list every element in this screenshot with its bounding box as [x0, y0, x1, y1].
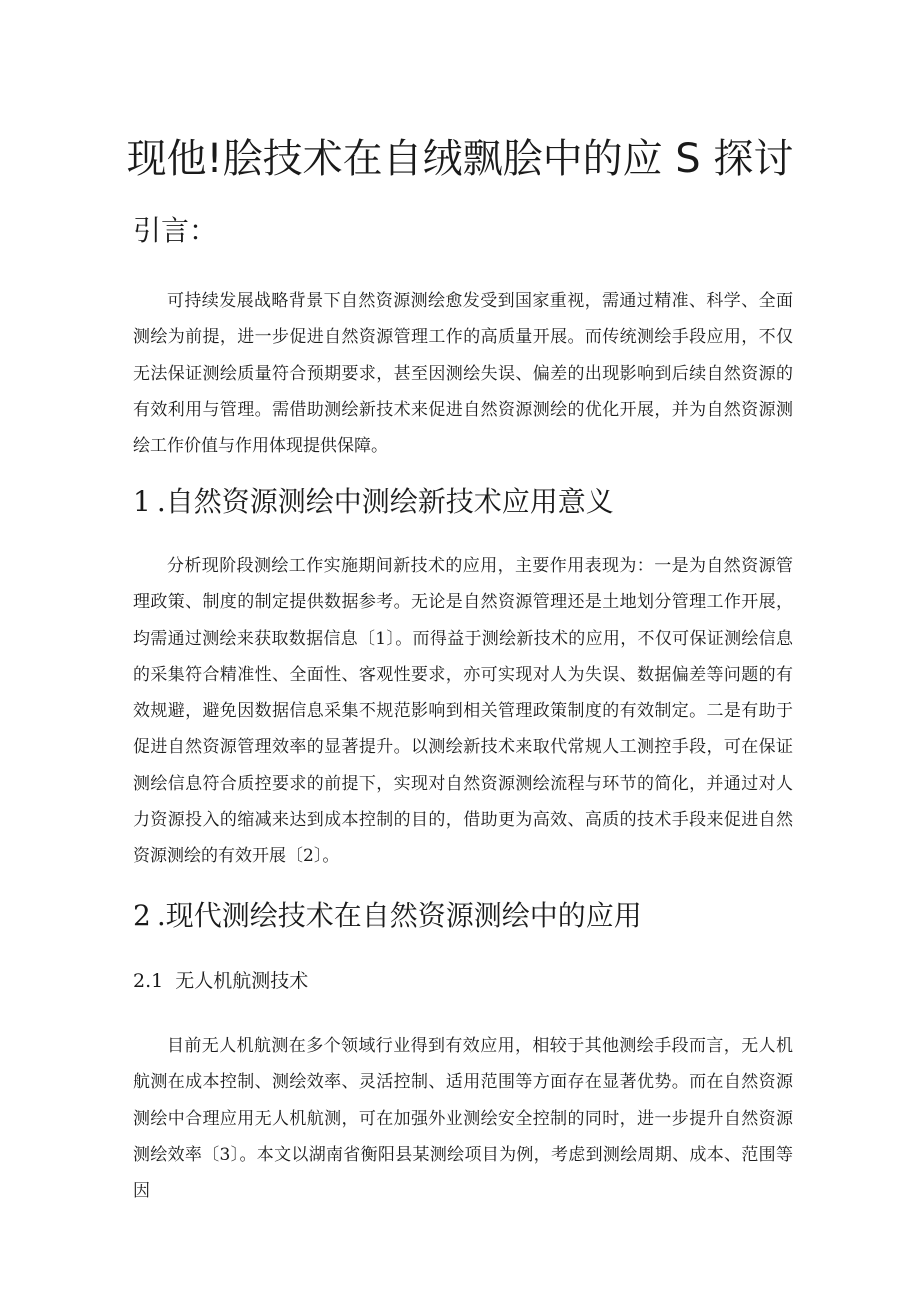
subsection-2-1-paragraph: 目前无人机航测在多个领域行业得到有效应用，相较于其他测绘手段而言，无人机航测在成本控制、测绘效率、灵活控制、适用范围等方面存在显著优势。而在自然资源测绘中合理应用无人机航测，可在加强外业测绘安全控制的同时，进一步提升自然资源测绘效率〔3〕。本文以湖南省衡阳县某测绘项目为例，考虑到测绘周期、成本、范围等因	[133, 1036, 793, 1202]
section-1-heading	[133, 482, 614, 522]
section-2-number: 2	[133, 899, 151, 932]
subsection-2-1-number: 2.1	[133, 970, 164, 992]
section-1-number: 1	[133, 485, 151, 518]
intro-heading: 引言：	[133, 214, 218, 247]
section-1-paragraph: 分析现阶段测绘工作实施期间新技术的应用，主要作用表现为：一是为自然资源管理政策、制度的制定提供数据参考。无论是自然资源管理还是土地划分管理工作开展，均需通过测绘来获取数据信息〔1〕。而得益于测绘新技术的应用，不仅可保证测绘信息的采集符合精准性、全面性、客观性要求，亦可实现对人为失误、数据偏差等问题的有效规避，避免因数据信息采集不规范影响到相关管理政策制度的有效制定。二是有助于促进自然资源管理效率的显著提升。以测绘新技术来取代常规人工测控手段，可在保证测绘信息符合质控要求的前提下，实现对自然资源测绘流程与环节的简化，并通过对人力资源投入的缩减来达到成本控制的目的，借助更为高效、高质的技术手段来促进自然资源测绘的有效开展〔2〕。	[133, 556, 793, 867]
section-2-title: .现代测绘技术在自然资源测绘中的应用	[156, 899, 642, 932]
page-title: 现他!脍技术在自绒飘脍中的应 S 探讨	[126, 136, 794, 182]
section-1-title: .自然资源测绘中测绘新技术应用意义	[156, 485, 614, 518]
subsection-2-1-title: 无人机航测技术	[175, 970, 309, 992]
section-2-heading	[133, 896, 642, 936]
intro-paragraph: 可持续发展战略背景下自然资源测绘愈发受到国家重视，需通过精准、科学、全面测绘为前提，进一步促进自然资源管理工作的高质量开展。而传统测绘手段应用，不仅无法保证测绘质量符合预期要求，甚至因测绘失误、偏差的出现影响到后续自然资源的有效利用与管理。需借助测绘新技术来促进自然资源测绘的优化开展，并为自然资源测绘工作价值与作用体现提供保障。	[133, 291, 793, 457]
subsection-2-1-heading	[133, 966, 308, 996]
